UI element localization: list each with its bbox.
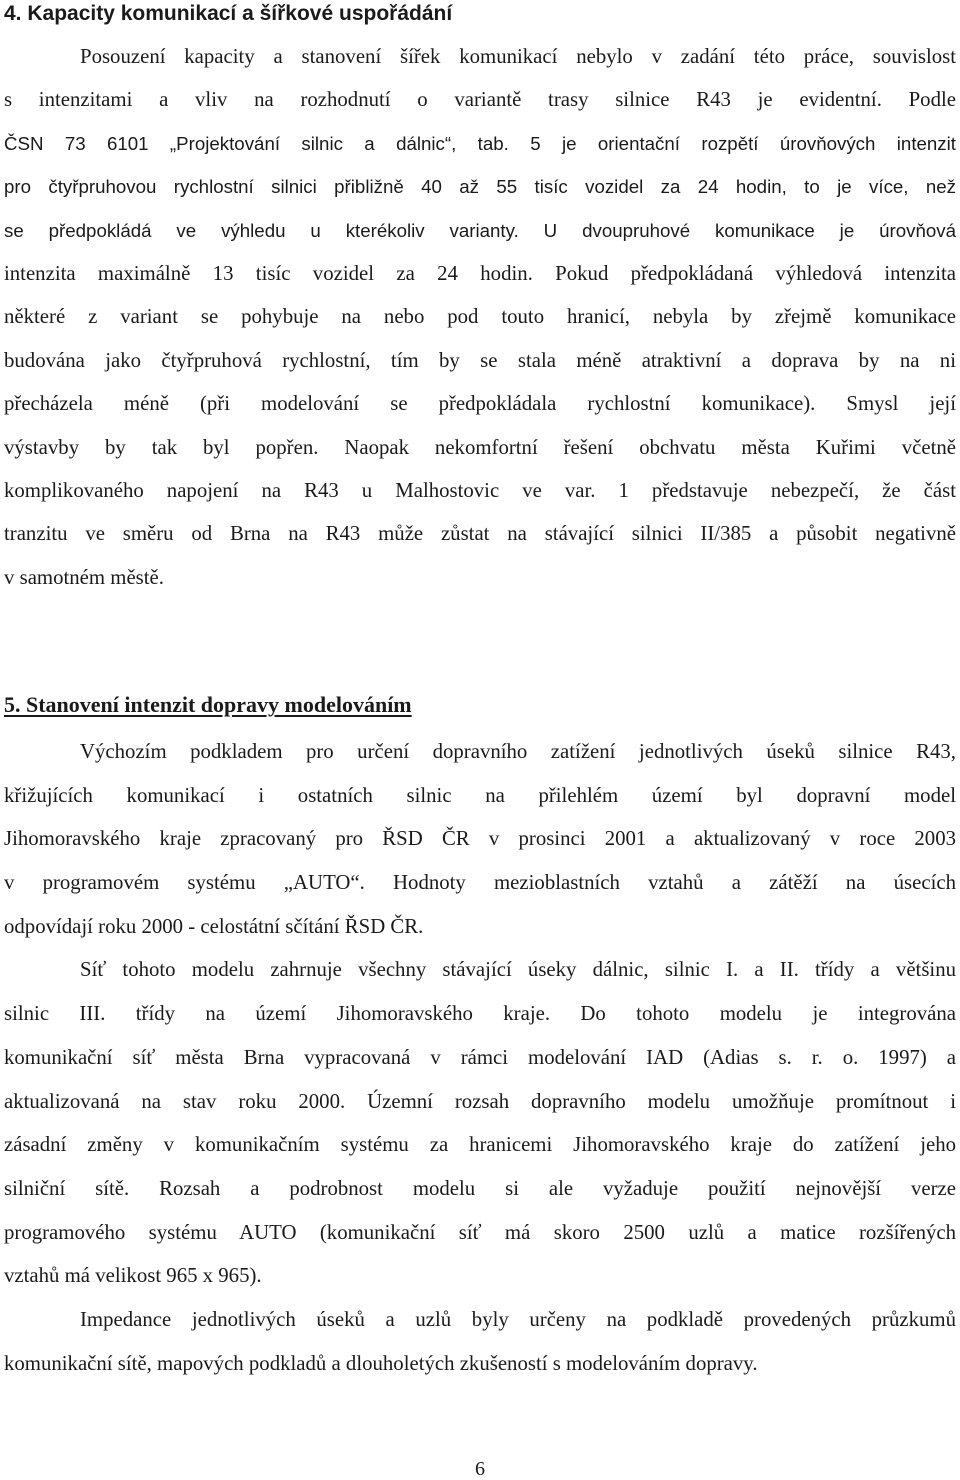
section-body-capacity <box>4 35 956 599</box>
text-line: budována jako čtyřpruhová rychlostní, tím by se stala méně atraktivní a doprava by na ni <box>4 348 956 372</box>
text-line: se předpokládá ve výhledu u kterékoliv varianty. U dvoupruhové komunikace je úrovňová <box>4 219 956 241</box>
text-line: Posouzení kapacity a stanovení šířek komunikací nebylo v zadání této práce, souvislost <box>80 45 956 68</box>
text-line: zásadní změny v komunikačním systému za hranicemi Jihomoravského kraje do zatížení jeho <box>4 1133 956 1157</box>
section-heading-capacity: 4. Kapacity komunikací a šířkové uspořádání <box>4 2 453 25</box>
text-line: silniční sítě. Rozsah a podrobnost modelu si ale vyžaduje použití nejnovější verze <box>4 1176 956 1200</box>
text-line: komunikační síť města Brna vypracovaná v rámci modelování IAD (Adias s. r. o. 1997) a <box>4 1045 956 1069</box>
text-line: silnic III. třídy na území Jihomoravského kraje. Do tohoto modelu je integrována <box>4 1002 956 1026</box>
text-line: Impedance jednotlivých úseků a uzlů byly určeny na podkladě provedených průzkumů <box>80 1307 956 1331</box>
text-line: odpovídají roku 2000 - celostátní sčítání ŘSD ČR. <box>4 914 424 938</box>
page-number: 6 <box>475 1458 485 1480</box>
text-line: s intenzitami a vliv na rozhodnutí o variantě trasy silnice R43 je evidentní. Podle <box>4 88 956 112</box>
text-line: programového systému AUTO (komunikační síť má skoro 2500 uzlů a matice rozšířených <box>4 1220 956 1244</box>
text-line: vztahů má velikost 965 x 965). <box>4 1264 262 1288</box>
text-line: Výchozím podkladem pro určení dopravního zatížení jednotlivých úseků silnice R43, <box>80 740 956 763</box>
text-line: aktualizovaná na stav roku 2000. Územní rozsah dopravního modelu umožňuje promítnout i <box>4 1089 956 1113</box>
text-line: tranzitu ve směru od Brna na R43 může zůstat na stávající silnici II/385 a působit negativně <box>4 522 956 546</box>
text-line: některé z variant se pohybuje na nebo pod touto hranicí, nebyla by zřejmě komunikace <box>4 305 956 329</box>
section-body-modeling <box>4 730 956 1385</box>
text-line: v programovém systému „AUTO“. Hodnoty mezioblastních vztahů a zátěží na úsecích <box>4 871 956 895</box>
text-line: pro čtyřpruhovou rychlostní silnici přibližně 40 až 55 tisíc vozidel za 24 hodin, to je více, než <box>4 176 956 198</box>
text-line: ČSN 73 6101 „Projektování silnic a dálnic“, tab. 5 je orientační rozpětí úrovňových intenzit <box>4 132 956 154</box>
text-line: komplikovaného napojení na R43 u Malhostovic ve var. 1 představuje nebezpečí, že část <box>4 478 956 502</box>
text-line: Jihomoravského kraje zpracovaný pro ŘSD ČR v prosinci 2001 a aktualizovaný v roce 2003 <box>4 827 956 851</box>
section-heading-modeling: 5. Stanovení intenzit dopravy modelováním <box>4 692 412 717</box>
text-line: přecházela méně (při modelování se předpokládala rychlostní komunikace). Smysl její <box>4 392 956 416</box>
text-line: komunikační sítě, mapových podkladů a dlouholetých zkušeností s modelováním dopravy. <box>4 1351 758 1375</box>
text-line: křižujících komunikací i ostatních silnic na přilehlém území byl dopravní model <box>4 783 956 807</box>
text-line: intenzita maximálně 13 tisíc vozidel za 24 hodin. Pokud předpokládaná výhledová intenzita <box>4 261 956 285</box>
text-line: výstavby by tak byl popřen. Naopak nekomfortní řešení obchvatu města Kuřimi včetně <box>4 435 956 459</box>
text-line: v samotném městě. <box>4 565 164 589</box>
text-line: Síť tohoto modelu zahrnuje všechny stávající úseky dálnic, silnic I. a II. třídy a většinu <box>80 958 956 982</box>
